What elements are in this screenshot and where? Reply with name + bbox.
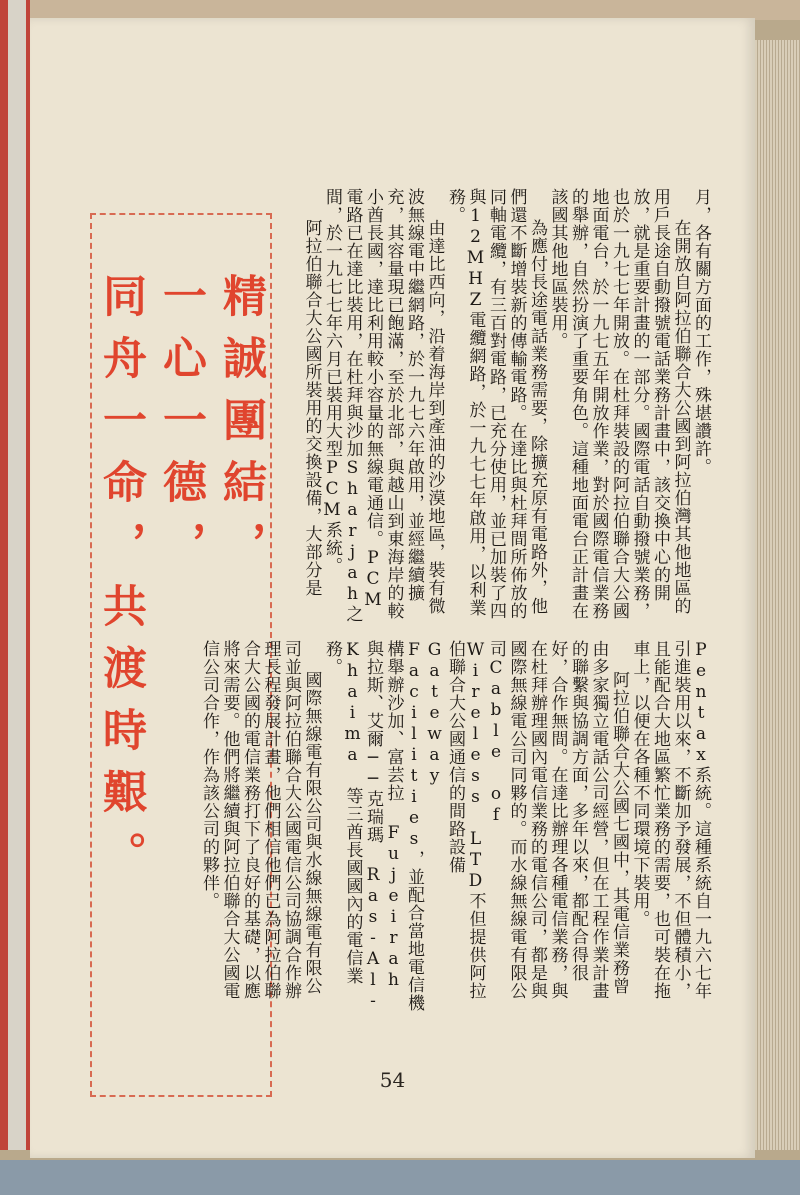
upper-text-block	[291, 188, 711, 628]
slogan-line-3: 同舟一命，共渡時艱。	[95, 273, 146, 893]
paragraph: Pentax系統。這種系統自一九六七年引進裝用以來，不斷加予發展，不但體積小，且能配合大地區繁忙業務的需要，也可裝在拖車上，以便在各種不同環境下裝用。	[629, 640, 711, 1000]
paragraph: 國際無線電有限公司與水線無線電有限公司並與阿拉伯聯合大公國電信公司協調合作辦理長程發展計畫，他們相信他們已為阿拉伯聯合大公國的電信業務打下了良好的基礎，以應將來需要。他們將繼續與阿拉伯聯合大公國電信公司合作，作為該公司的夥伴。	[199, 640, 322, 1000]
page-number: 54	[379, 1068, 406, 1092]
paragraph: 在開放自阿拉伯聯合大公國到阿拉伯灣其他地區的用戶長途自動撥號電話業務計畫中，該交換中心的開放，就是重要計畫的一部分。國際電話自動撥號業務，也於一九七七年開放。在杜拜裝設的阿拉伯聯合大公國地面電台，於一九七五年開放作業，對於國際電信業務的舉辦，自然扮演了重要角色。這種地面電台正計畫在該國其他地區裝用。	[547, 188, 691, 620]
slogan-line-1: 精誠團結，	[215, 273, 266, 583]
slogan-line-2: 一心一德，	[155, 273, 206, 583]
paragraph: 為應付長途電話業務需要，除擴充原有電路外，他們還不斷增裝新的傳輸電路。在達比與杜拜間所佈放的同軸電纜，有三百對電路，已充分使用，並已加裝了四與12MHZ電纜網路，於一九七七年啟用，以利業務。	[445, 188, 547, 620]
page-stack-edge	[752, 40, 800, 1150]
paragraph: 月，各有關方面的工作，殊堪讚許。	[691, 188, 711, 476]
book-binding-left	[0, 0, 30, 1150]
paragraph: 阿拉伯聯合大公國七國中，其電信業務曾由多家獨立電話公司經營，但在工程作業計畫的聯繫與協調方面，多年以來，都配合得很好，合作無間。在達比辦理各種電信業務，與在杜拜辦理國內電信業務的電信公司，都是與國際無線電公司同夥的。而水線無線電有限公司Cable of Wireless LTD不但提供阿拉伯聯合大公國通信的間路設備Gateway Facilities，並配合當地電信機構舉辦沙加、富芸拉 Fujeirah 與拉斯、艾爾──克瑞瑪 Ras-Al-Khaima 等三酋長國國內的電信業務。	[322, 640, 629, 1012]
paragraph: 由達比西向，沿着海岸到產油的沙漠地區，裝有微波無線電中繼網路，於一九七六年啟用，並經繼續擴充，其容量現已飽滿，至於北部，與越山到東海岸的較小酋長國，達比利用較小容量的無線電通信。PCM電路已在達比裝用，在杜拜與沙加Sharjah之間，於一九七七年六月已裝用大型PCM系統。	[322, 188, 445, 623]
lower-text-block	[199, 640, 711, 1012]
book-page	[30, 18, 755, 1158]
background-top	[0, 0, 800, 20]
table-surface	[0, 1160, 800, 1195]
paragraph: 阿拉伯聯合大公國所裝用的交換設備，大部分是	[301, 218, 322, 597]
